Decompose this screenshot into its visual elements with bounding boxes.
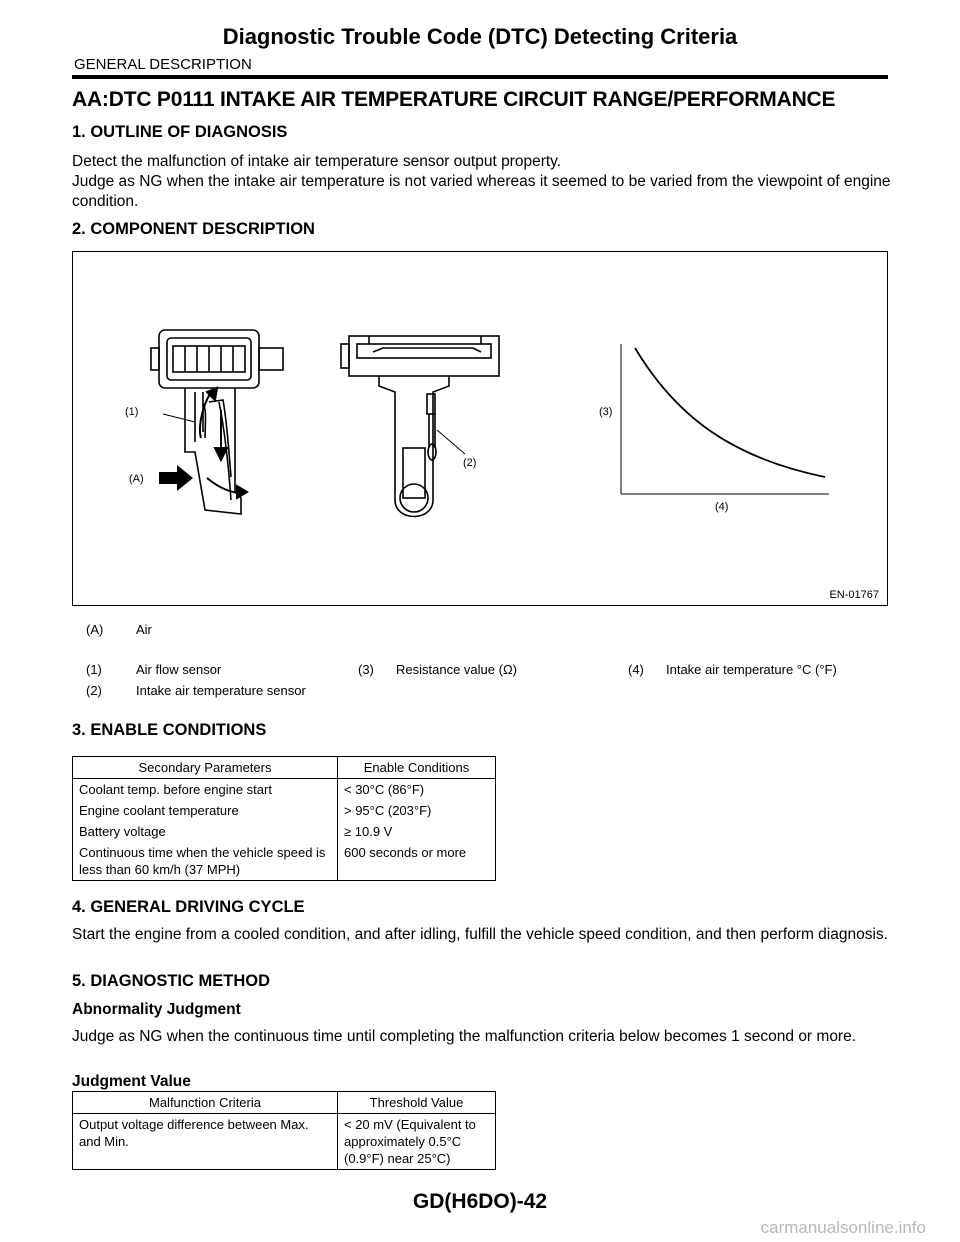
table-cell: < 30°C (86°F)	[338, 779, 496, 801]
heading-driving-cycle: 4. GENERAL DRIVING CYCLE	[72, 898, 305, 916]
judgment-value-table	[72, 1091, 496, 1170]
table-row	[73, 842, 496, 881]
label-1: (1)	[125, 406, 139, 418]
legend-key: (1)	[86, 662, 102, 677]
table-header: Enable Conditions	[338, 757, 496, 779]
label-2: (2)	[463, 457, 477, 469]
table-cell: 600 seconds or more	[338, 842, 496, 881]
table-header: Threshold Value	[338, 1092, 496, 1114]
judgment-value-label: Judgment Value	[72, 1073, 191, 1090]
table-row	[73, 779, 496, 801]
dtc-title: AA:DTC P0111 INTAKE AIR TEMPERATURE CIRCUIT RANGE/PERFORMANCE	[72, 88, 836, 111]
legend-text: Air flow sensor	[136, 662, 222, 677]
watermark: carmanualsonline.info	[760, 1218, 926, 1237]
air-inlet-arrow	[159, 465, 193, 491]
legend-text: Intake air temperature sensor	[136, 683, 306, 698]
legend-text: Intake air temperature °C (°F)	[666, 662, 837, 677]
table-cell: Engine coolant temperature	[73, 800, 338, 821]
page-number: GD(H6DO)-42	[412, 1190, 548, 1213]
table-cell: > 95°C (203°F)	[338, 800, 496, 821]
header-rule	[72, 75, 888, 79]
table-cell: Coolant temp. before engine start	[73, 779, 338, 801]
heading-component: 2. COMPONENT DESCRIPTION	[72, 220, 315, 238]
intake-air-temp-sensor-drawing	[341, 336, 499, 517]
outline-text-1: Detect the malfunction of intake air temperature sensor output property.	[72, 153, 562, 170]
table-header: Malfunction Criteria	[73, 1092, 338, 1114]
legend-key: (4)	[628, 662, 644, 677]
legend-key: (A)	[86, 622, 104, 637]
legend-text: Resistance value (Ω)	[396, 662, 517, 677]
legend-key: (3)	[358, 662, 374, 677]
legend-text: Air	[136, 622, 152, 637]
air-flow-sensor-drawing	[151, 330, 283, 514]
label-4: (4)	[715, 501, 729, 513]
abnormality-judgment-text: Judge as NG when the continuous time until completing the malfunction criteria below becomes 1 second or more.	[72, 1028, 857, 1045]
figure-id: EN-01767	[829, 589, 879, 601]
heading-outline: 1. OUTLINE OF DIAGNOSIS	[72, 123, 288, 141]
table-header: Secondary Parameters	[73, 757, 338, 779]
legend-key: (2)	[86, 683, 102, 698]
outline-text-2: Judge as NG when the intake air temperature is not varied whereas it seemed to be varied from the viewpoint of engine condition.	[72, 173, 891, 210]
abnormality-judgment-label: Abnormality Judgment	[72, 1001, 241, 1018]
heading-enable: 3. ENABLE CONDITIONS	[72, 721, 267, 739]
table-cell: Battery voltage	[73, 821, 338, 842]
section-label: GENERAL DESCRIPTION	[74, 56, 252, 73]
table-row	[73, 1114, 496, 1170]
heading-diagnostic-method: 5. DIAGNOSTIC METHOD	[72, 972, 271, 990]
table-cell: ≥ 10.9 V	[338, 821, 496, 842]
page-title: Diagnostic Trouble Code (DTC) Detecting Criteria	[222, 24, 738, 49]
component-figure	[72, 251, 888, 606]
label-A: (A)	[129, 473, 144, 485]
label-3: (3)	[599, 406, 613, 418]
table-cell: Output voltage difference between Max. and Min.	[73, 1114, 338, 1170]
table-cell: Continuous time when the vehicle speed is less than 60 km/h (37 MPH)	[73, 842, 338, 881]
table-row	[73, 821, 496, 842]
driving-cycle-text: Start the engine from a cooled condition, and after idling, fulfill the vehicle speed condition, and then perform diagnosis.	[72, 926, 888, 943]
resistance-graph	[621, 344, 829, 494]
table-cell: < 20 mV (Equivalent to approximately 0.5°C (0.9°F) near 25°C)	[338, 1114, 496, 1170]
enable-conditions-table	[72, 756, 496, 881]
table-row	[73, 800, 496, 821]
